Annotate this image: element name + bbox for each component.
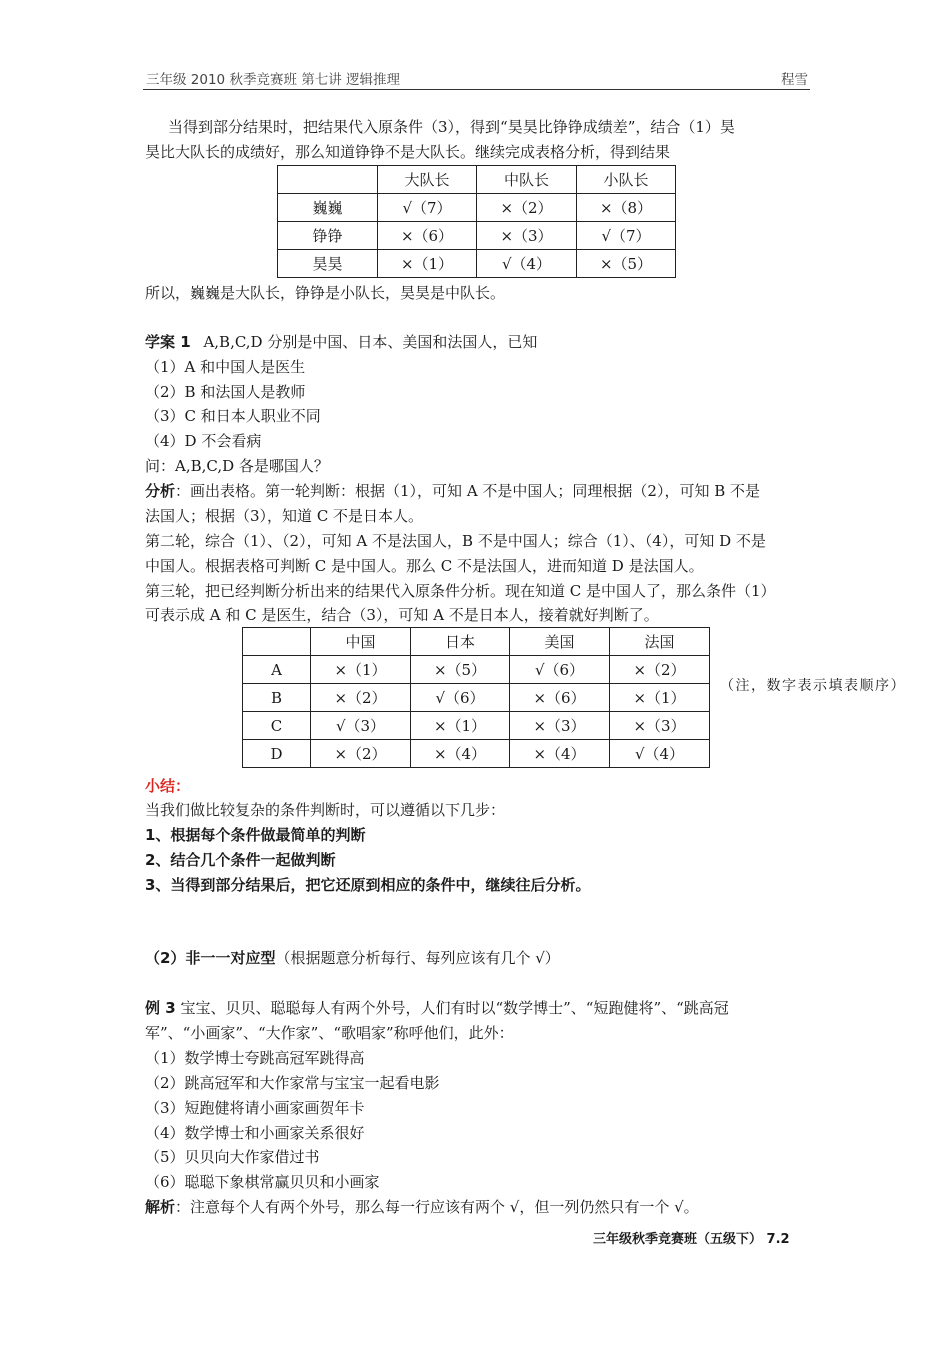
table-cell: ×（3） (477, 222, 577, 250)
table-cell: C (243, 712, 311, 740)
intro-line-1: 当得到部分结果时，把结果代入原条件（3），得到“昊昊比铮铮成绩差”，结合（1）昊 (168, 118, 735, 136)
table-cell: √（6） (510, 656, 610, 684)
table-positions (277, 165, 676, 278)
table-cell: A (243, 656, 311, 684)
summary-intro: 当我们做比较复杂的条件判断时，可以遵循以下几步： (145, 801, 506, 819)
table-row (243, 740, 710, 768)
table-cell: √（6） (411, 684, 510, 712)
example-3-analysis (145, 1197, 699, 1217)
table-cell: ×（1） (411, 712, 510, 740)
table-cell: 昊昊 (278, 250, 378, 278)
analysis-line: 法国人；根据（3），知道 C 不是日本人。 (145, 507, 424, 525)
table-header-cell: 法国 (610, 628, 710, 656)
section-2-title: （2）非一一对应型 (145, 949, 276, 967)
condition-item: （3）C 和日本人职业不同 (145, 407, 321, 425)
table-cell: ×（2） (610, 656, 710, 684)
intro-line-2: 昊比大队长的成绩好，那么知道铮铮不是大队长。继续完成表格分析，得到结果 (145, 143, 671, 161)
condition-item: （1）A 和中国人是医生 (145, 358, 306, 376)
table-row (278, 222, 676, 250)
header-author: 程雪 (781, 72, 808, 88)
condition-item: （4）数学博士和小画家关系很好 (145, 1124, 365, 1142)
analysis-line: 第三轮，把已经判断分析出来的结果代入原条件分析。现在知道 C 是中国人了，那么条件（1） (145, 582, 776, 600)
table-cell: ×（1） (311, 656, 411, 684)
conclusion-text: 所以，巍巍是大队长，铮铮是小队长，昊昊是中队长。 (145, 284, 506, 302)
summary-step: 3、当得到部分结果后，把它还原到相应的条件中，继续往后分析。 (145, 876, 591, 894)
condition-item: （1）数学博士夸跳高冠军跳得高 (145, 1049, 365, 1067)
table-row (278, 250, 676, 278)
condition-item: （2）B 和法国人是教师 (145, 383, 306, 401)
table-cell: ×（5） (411, 656, 510, 684)
analysis-line: 第二轮，综合（1）、（2），可知 A 不是法国人，B 不是中国人；综合（1）、（4），可知 D 不是 (145, 532, 766, 550)
table-cell: √（7） (577, 222, 676, 250)
table-header-cell (243, 628, 311, 656)
table-cell: ×（4） (510, 740, 610, 768)
example-3-label: 例 3 (145, 999, 176, 1017)
section-2-subtitle: （根据题意分析每行、每列应该有几个 √） (275, 949, 560, 967)
example-3-analysis-label: 解析 (145, 1198, 176, 1216)
page-footer: 三年级秋季竞赛班（五级下） 7.2 (593, 1232, 790, 1247)
section-2-heading (145, 948, 560, 968)
condition-item: （4）D 不会看病 (145, 432, 262, 450)
analysis-label: 分析 (145, 482, 176, 500)
table-cell: ×（2） (311, 740, 411, 768)
table-cell: √（4） (610, 740, 710, 768)
analysis-line (145, 481, 760, 501)
table-header-cell (278, 166, 378, 194)
condition-item: （6）聪聪下象棋常赢贝贝和小画家 (145, 1173, 380, 1191)
header-title: 三年级 2010 秋季竞赛班 第七讲 逻辑推理 (146, 72, 401, 88)
summary-title: 小结： (145, 777, 191, 795)
table-cell: √（4） (477, 250, 577, 278)
table-row (243, 712, 710, 740)
example-3-text: 宝宝、贝贝、聪聪每人有两个外号，人们有时以“数学博士”、“短跑健将”、“跳高冠 (175, 999, 729, 1017)
condition-item: （5）贝贝向大作家借过书 (145, 1148, 320, 1166)
table-header-cell: 小队长 (577, 166, 676, 194)
question-text: 问：A,B,C,D 各是哪国人？ (145, 457, 329, 475)
table-cell: √（3） (311, 712, 411, 740)
table-cell: ×（5） (577, 250, 676, 278)
table-header-row (278, 166, 676, 194)
table-cell: ×（6） (510, 684, 610, 712)
example-3-line-2: 军”、“小画家”、“大作家”、“歌唱家”称呼他们，此外： (145, 1024, 514, 1042)
analysis-line: 中国人。根据表格可判断 C 是中国人。那么 C 不是法国人，进而知道 D 是法国人。 (145, 557, 704, 575)
table-cell: √（7） (378, 194, 477, 222)
example-3-analysis-text: ：注意每个人有两个外号，那么每一行应该有两个 √，但一列仍然只有一个 √。 (175, 1198, 699, 1216)
table-cell: ×（4） (411, 740, 510, 768)
case-1-label: 学案 1 (145, 333, 191, 351)
case-1-text: A,B,C,D 分别是中国、日本、美国和法国人，已知 (203, 333, 538, 351)
summary-step: 1、根据每个条件做最简单的判断 (145, 826, 366, 844)
analysis-text: ：画出表格。第一轮判断：根据（1），可知 A 不是中国人；同理根据（2），可知 B 不是 (175, 482, 761, 500)
analysis-line: 可表示成 A 和 C 是医生，结合（3），可知 A 不是日本人，接着就好判断了。 (145, 606, 659, 624)
table-cell: ×（8） (577, 194, 676, 222)
table-header-cell: 中国 (311, 628, 411, 656)
condition-item: （3）短跑健将请小画家画贺年卡 (145, 1099, 365, 1117)
table-cell: 铮铮 (278, 222, 378, 250)
example-3-line-1 (145, 998, 729, 1018)
table-cell: B (243, 684, 311, 712)
table-nationalities (242, 627, 710, 768)
table-cell: ×（2） (477, 194, 577, 222)
table-header-cell: 美国 (510, 628, 610, 656)
table-cell: ×（1） (378, 250, 477, 278)
table-row (243, 656, 710, 684)
table-header-cell: 中队长 (477, 166, 577, 194)
table-row (278, 194, 676, 222)
case-1-heading (145, 332, 537, 352)
table-header-cell: 大队长 (378, 166, 477, 194)
condition-item: （2）跳高冠军和大作家常与宝宝一起看电影 (145, 1074, 440, 1092)
table-cell: D (243, 740, 311, 768)
table-cell: 巍巍 (278, 194, 378, 222)
table-row (243, 684, 710, 712)
table-cell: ×（2） (311, 684, 411, 712)
table-header-cell: 日本 (411, 628, 510, 656)
table-cell: ×（1） (610, 684, 710, 712)
table-header-row (243, 628, 710, 656)
table-cell: ×（3） (510, 712, 610, 740)
page-header (143, 67, 810, 90)
table-cell: ×（6） (378, 222, 477, 250)
table-cell: ×（3） (610, 712, 710, 740)
table-note: （注，数字表示填表顺序） (720, 678, 906, 694)
summary-step: 2、结合几个条件一起做判断 (145, 851, 336, 869)
